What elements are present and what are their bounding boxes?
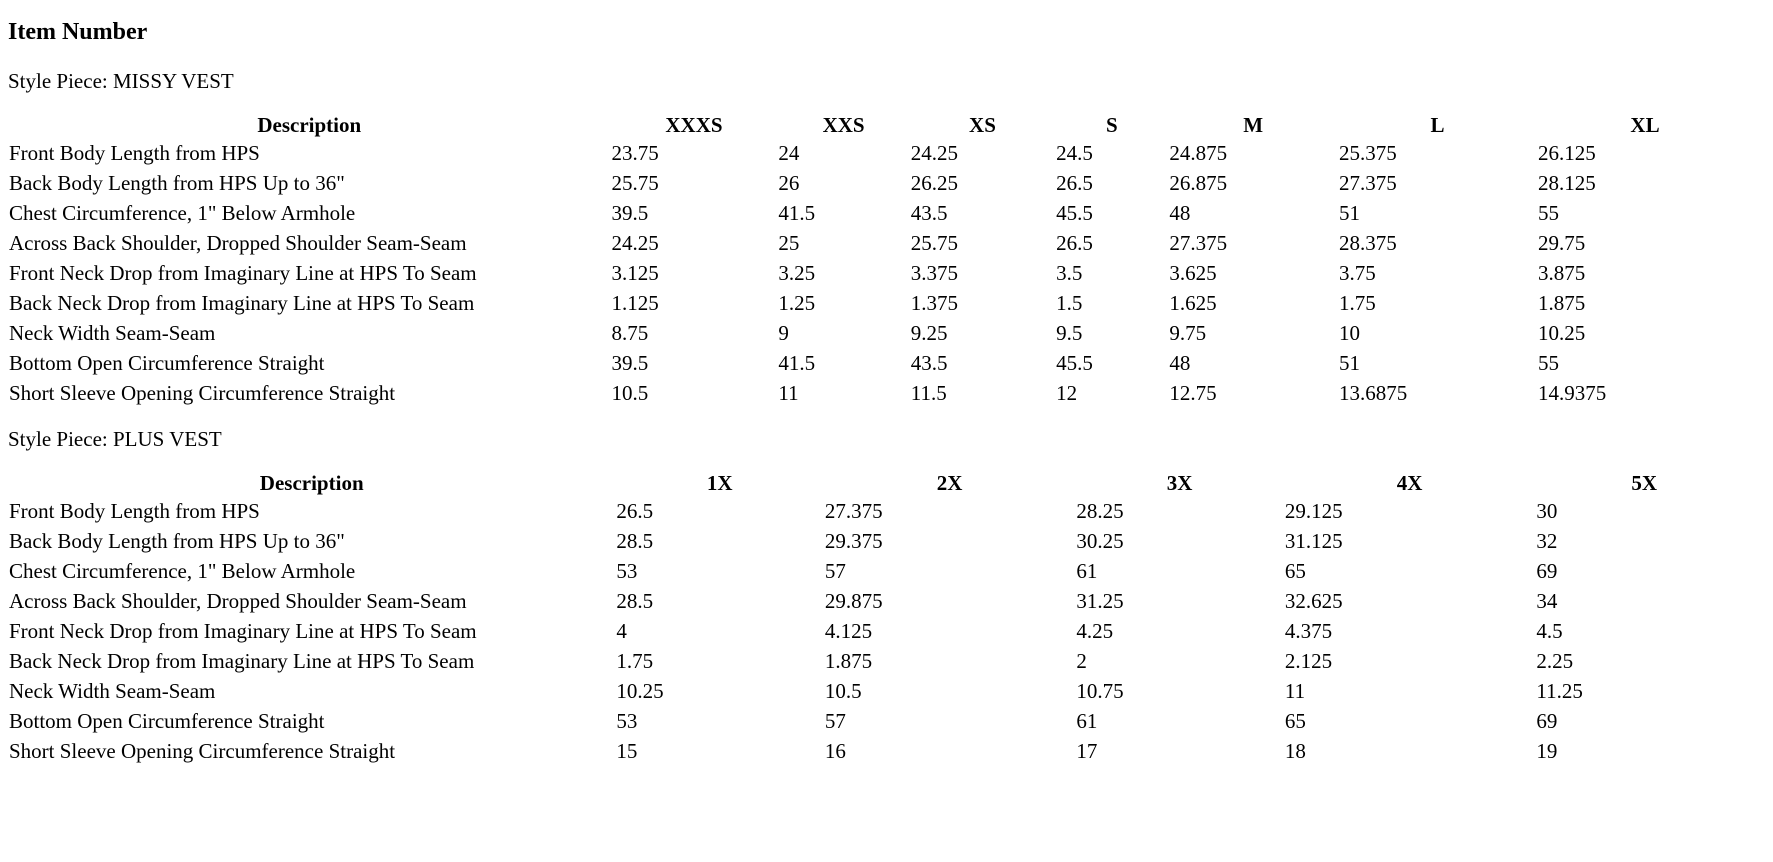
measurement-value: 57 [824, 559, 846, 583]
measurement-value: 3.375 [910, 261, 959, 285]
measurement-value: 13.6875 [1338, 381, 1408, 405]
measurement-value: 25.75 [611, 171, 659, 195]
column-header-description: Description [259, 471, 364, 495]
measurement-value: 45.5 [1056, 201, 1093, 225]
measurement-value: 69 [1536, 709, 1558, 733]
measurement-value: 2.125 [1284, 649, 1333, 673]
measurement-value: 9.25 [910, 321, 948, 345]
measurement-value: 28.5 [616, 589, 654, 613]
column-header-size: 2X [936, 471, 963, 495]
measurement-value: 24.5 [1056, 141, 1093, 165]
measurement-value: 11.5 [910, 381, 947, 405]
measurement-value: 9 [778, 321, 789, 345]
measurement-description: Back Body Length from HPS Up to 36" [9, 171, 345, 195]
measurement-value: 55 [1538, 201, 1560, 225]
measurement-description: Chest Circumference, 1" Below Armhole [9, 559, 356, 583]
table-row [8, 526, 1753, 556]
measurement-description: Across Back Shoulder, Dropped Shoulder Seam-Seam [9, 231, 467, 255]
measurement-value: 28.25 [1076, 499, 1124, 523]
measurement-value: 53 [616, 709, 638, 733]
measurement-value: 1.625 [1169, 291, 1217, 315]
measurement-value: 12.75 [1169, 381, 1217, 405]
measurement-value: 12 [1056, 381, 1078, 405]
measurement-value: 1.25 [778, 291, 816, 315]
measurement-value: 29.875 [824, 589, 883, 613]
column-header-description: Description [257, 113, 362, 137]
table-row [8, 348, 1753, 378]
measurement-value: 10.25 [616, 679, 664, 703]
measurement-value: 27.375 [1169, 231, 1228, 255]
measurement-value: 1.125 [611, 291, 659, 315]
measurement-value: 10.5 [611, 381, 649, 405]
measurement-value: 65 [1284, 559, 1306, 583]
measurement-value: 29.75 [1538, 231, 1586, 255]
plus-size-table [8, 466, 1753, 766]
measurement-value: 51 [1338, 351, 1360, 375]
measurement-description: Front Body Length from HPS [9, 499, 260, 523]
measurement-value: 28.5 [616, 529, 654, 553]
measurement-value: 18 [1284, 739, 1306, 763]
measurement-value: 3.625 [1169, 261, 1217, 285]
table-row [8, 228, 1753, 258]
measurement-value: 53 [616, 559, 638, 583]
missy-vest-section [8, 68, 1753, 408]
measurement-value: 9.75 [1169, 321, 1207, 345]
measurement-description: Short Sleeve Opening Circumference Straight [9, 739, 396, 763]
column-header-size: 1X [706, 471, 733, 495]
measurement-value: 1.375 [910, 291, 959, 315]
measurement-value: 15 [616, 739, 638, 763]
measurement-value: 4 [616, 619, 627, 643]
measurement-description: Front Neck Drop from Imaginary Line at HPS To Seam [9, 261, 477, 285]
measurement-value: 34 [1536, 589, 1558, 613]
table-row [8, 168, 1753, 198]
measurement-value: 10.75 [1076, 679, 1124, 703]
measurement-value: 2 [1076, 649, 1087, 673]
table-row [8, 586, 1753, 616]
measurement-value: 11 [1284, 679, 1306, 703]
measurement-value: 1.875 [1538, 291, 1586, 315]
measurement-value: 61 [1076, 559, 1098, 583]
measurement-description: Neck Width Seam-Seam [9, 679, 216, 703]
measurement-value: 31.125 [1284, 529, 1343, 553]
table-row [8, 706, 1753, 736]
plus-vest-section [8, 426, 1753, 766]
measurement-value: 28.375 [1338, 231, 1397, 255]
measurement-value: 32 [1536, 529, 1558, 553]
measurement-value: 39.5 [611, 201, 649, 225]
measurement-description: Back Body Length from HPS Up to 36" [9, 529, 345, 553]
measurement-value: 26.125 [1538, 141, 1596, 165]
table-body [8, 138, 1753, 408]
measurement-value: 45.5 [1056, 351, 1093, 375]
column-header-size: XS [969, 113, 996, 137]
measurement-value: 23.75 [611, 141, 659, 165]
measurement-value: 9.5 [1056, 321, 1083, 345]
style-piece-label: Style Piece: MISSY VEST [8, 69, 234, 93]
table-row [8, 496, 1753, 526]
measurement-value: 26.5 [1056, 171, 1093, 195]
measurement-value: 24.25 [611, 231, 659, 255]
measurement-value: 26.5 [616, 499, 654, 523]
table-row [8, 288, 1753, 318]
measurement-value: 16 [824, 739, 846, 763]
measurement-value: 65 [1284, 709, 1306, 733]
table-row [8, 676, 1753, 706]
measurement-value: 4.5 [1536, 619, 1563, 643]
table-row [8, 138, 1753, 168]
table-row [8, 318, 1753, 348]
measurement-value: 41.5 [778, 201, 816, 225]
measurement-value: 29.375 [824, 529, 883, 553]
measurement-value: 30.25 [1076, 529, 1124, 553]
measurement-value: 1.75 [616, 649, 654, 673]
table-row [8, 646, 1753, 676]
measurement-value: 25.75 [910, 231, 959, 255]
measurement-value: 2.25 [1536, 649, 1574, 673]
column-header-size: XL [1630, 113, 1660, 137]
measurement-value: 27.375 [1338, 171, 1397, 195]
measurement-value: 3.25 [778, 261, 816, 285]
measurement-description: Back Neck Drop from Imaginary Line at HPS To Seam [9, 649, 475, 673]
measurement-value: 55 [1538, 351, 1560, 375]
measurement-value: 3.75 [1338, 261, 1376, 285]
measurement-value: 1.875 [824, 649, 873, 673]
measurement-value: 24.25 [910, 141, 959, 165]
column-header-size: 4X [1396, 471, 1423, 495]
measurement-description: Front Body Length from HPS [9, 141, 260, 165]
column-header-size: XXS [822, 113, 865, 137]
measurement-value: 69 [1536, 559, 1558, 583]
measurement-value: 19 [1536, 739, 1558, 763]
table-row [8, 736, 1753, 766]
measurement-value: 25 [778, 231, 800, 255]
measurement-value: 24.875 [1169, 141, 1228, 165]
table-row [8, 258, 1753, 288]
measurement-value: 14.9375 [1538, 381, 1607, 405]
measurement-value: 28.125 [1538, 171, 1596, 195]
measurement-value: 43.5 [910, 201, 948, 225]
measurement-value: 30 [1536, 499, 1558, 523]
style-piece-label: Style Piece: PLUS VEST [8, 427, 222, 451]
measurement-description: Bottom Open Circumference Straight [9, 351, 325, 375]
measurement-value: 32.625 [1284, 589, 1343, 613]
measurement-value: 41.5 [778, 351, 816, 375]
measurement-description: Neck Width Seam-Seam [9, 321, 216, 345]
measurement-description: Back Neck Drop from Imaginary Line at HPS To Seam [9, 291, 475, 315]
measurement-value: 26.875 [1169, 171, 1228, 195]
page-title: Item Number [8, 19, 148, 45]
table-body [8, 496, 1753, 766]
column-header-size: 5X [1631, 471, 1658, 495]
measurement-value: 11 [778, 381, 799, 405]
table-header-row [8, 466, 1753, 496]
measurement-value: 11.25 [1536, 679, 1583, 703]
measurement-value: 1.75 [1338, 291, 1376, 315]
measurement-value: 48 [1169, 201, 1191, 225]
column-header-size: XXXS [665, 113, 723, 137]
measurement-value: 26.5 [1056, 231, 1093, 255]
measurement-value: 51 [1338, 201, 1360, 225]
column-header-size: S [1105, 113, 1118, 137]
measurement-description: Short Sleeve Opening Circumference Straight [9, 381, 396, 405]
measurement-value: 4.375 [1284, 619, 1333, 643]
table-row [8, 616, 1753, 646]
measurement-description: Chest Circumference, 1" Below Armhole [9, 201, 356, 225]
table-row [8, 198, 1753, 228]
measurement-value: 39.5 [611, 351, 649, 375]
measurement-value: 3.875 [1538, 261, 1586, 285]
measurement-value: 1.5 [1056, 291, 1083, 315]
column-header-size: L [1430, 113, 1445, 137]
measurement-value: 27.375 [824, 499, 883, 523]
measurement-value: 43.5 [910, 351, 948, 375]
measurement-value: 24 [778, 141, 800, 165]
measurement-value: 31.25 [1076, 589, 1124, 613]
table-header-row [8, 108, 1753, 138]
measurement-value: 17 [1076, 739, 1098, 763]
measurement-value: 4.25 [1076, 619, 1114, 643]
table-row [8, 556, 1753, 586]
measurement-value: 10 [1338, 321, 1360, 345]
measurement-value: 10.5 [824, 679, 862, 703]
spec-page [8, 18, 1753, 784]
column-header-size: M [1243, 113, 1264, 137]
column-header-size: 3X [1166, 471, 1193, 495]
measurement-value: 61 [1076, 709, 1098, 733]
measurement-value: 4.125 [824, 619, 873, 643]
table-row [8, 378, 1753, 408]
measurement-value: 26.25 [910, 171, 959, 195]
measurement-value: 25.375 [1338, 141, 1397, 165]
measurement-value: 26 [778, 171, 800, 195]
measurement-value: 3.125 [611, 261, 659, 285]
measurement-description: Across Back Shoulder, Dropped Shoulder Seam-Seam [9, 589, 467, 613]
measurement-value: 57 [824, 709, 846, 733]
measurement-description: Bottom Open Circumference Straight [9, 709, 325, 733]
missy-size-table [8, 108, 1753, 408]
measurement-value: 8.75 [611, 321, 649, 345]
measurement-value: 29.125 [1284, 499, 1343, 523]
measurement-value: 48 [1169, 351, 1191, 375]
measurement-description: Front Neck Drop from Imaginary Line at HPS To Seam [9, 619, 477, 643]
measurement-value: 10.25 [1538, 321, 1586, 345]
measurement-value: 3.5 [1056, 261, 1083, 285]
